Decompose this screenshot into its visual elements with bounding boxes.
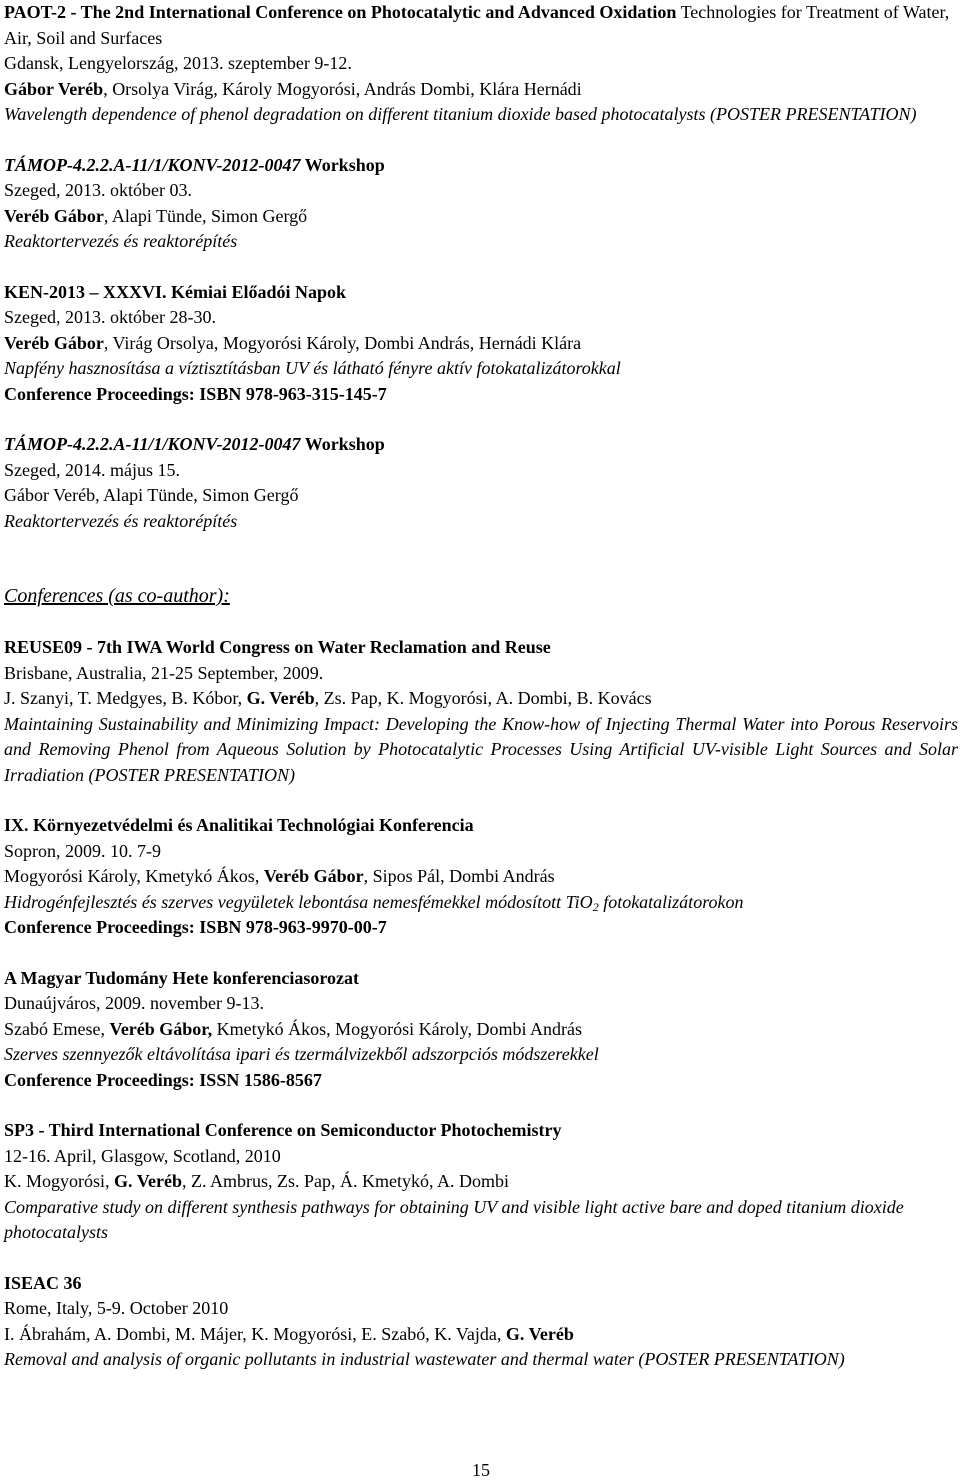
authors <box>4 864 958 890</box>
conference-title-rest: Technologies for Treatment of Water, Air, Soil and Surfaces <box>4 2 950 48</box>
author-highlight: Gábor Veréb <box>4 78 104 99</box>
authors <box>4 331 958 357</box>
authors-rest: , Virág Orsolya, Mogyorósi Károly, Dombi András, Hernádi Klára <box>103 332 582 353</box>
page-number: 15 <box>472 1460 490 1480</box>
document-page <box>4 0 958 1482</box>
entry-paot <box>4 0 958 128</box>
author-highlight: Veréb Gábor <box>263 866 364 886</box>
paper-title: Comparative study on different synthesis pathways for obtaining UV and visible light active bare and doped titanium dioxide photocatalysts <box>4 1196 904 1242</box>
paper-title-pre: Hidrogénfejlesztés és szerves vegyületek lebontása nemesfémekkel módosított TiO <box>4 891 593 912</box>
authors-pre: Szabó Emese, <box>4 1018 110 1039</box>
conference-title: ISEAC 36 <box>4 1272 82 1293</box>
authors: Gábor Veréb, Alapi Tünde, Simon Gergő <box>4 485 299 505</box>
conference-title-bold: PAOT-2 - The 2nd International Conference on Photocatalytic and Advanced Oxidation <box>4 2 677 22</box>
entry-magyar-tudomany-hete <box>4 966 958 1094</box>
author-highlight: Veréb Gábor <box>4 332 104 353</box>
authors-pre: K. Mogyorósi, <box>4 1171 115 1191</box>
paper-title: Napfény hasznosítása a víztisztításban UV és látható fényre aktív fotokatalizátorokkal <box>4 358 621 378</box>
proceedings-label: Conference Proceedings: <box>4 1069 200 1090</box>
proceedings <box>4 915 958 941</box>
authors <box>4 1017 958 1043</box>
conference-location: Rome, Italy, 5-9. October 2010 <box>4 1298 229 1318</box>
project-code: TÁMOP-4.2.2.A-11/1/KONV-2012-0047 <box>4 434 301 454</box>
authors-rest: , Alapi Tünde, Simon Gergő <box>103 205 308 226</box>
conference-location: 12-16. April, Glasgow, Scotland, 2010 <box>4 1145 281 1166</box>
conference-location: Szeged, 2014. május 15. <box>4 459 180 480</box>
event-type: Workshop <box>300 154 385 175</box>
authors-rest: , Zs. Pap, K. Mogyorósi, A. Dombi, B. Kovács <box>314 688 652 708</box>
paper-title: Reaktortervezés és reaktorépítés <box>4 231 238 251</box>
author-highlight: G. Veréb <box>114 1171 183 1191</box>
project-code: TÁMOP-4.2.2.A-11/1/KONV-2012-0047 <box>4 154 301 175</box>
conference-location: Brisbane, Australia, 21-25 September, 2009. <box>4 662 324 683</box>
author-highlight: Veréb Gábor <box>4 205 104 226</box>
paper-title: Reaktortervezés és reaktorépítés <box>4 510 238 531</box>
section-heading: Conferences (as co-author): <box>4 585 230 607</box>
conference-title: REUSE09 - 7th IWA World Congress on Water Reclamation and Reuse <box>4 637 551 657</box>
proceedings-value: ISSN 1586-8567 <box>199 1069 322 1090</box>
authors-rest: , Sipos Pál, Dombi András <box>363 866 555 886</box>
author-highlight: G. Veréb <box>505 1323 574 1344</box>
paper-title: Szerves szennyezők eltávolítása ipari és tzermálvizekből adszorpciós módszerekkel <box>4 1044 599 1064</box>
entry-reuse09 <box>4 635 958 788</box>
proceedings <box>4 382 958 408</box>
conference-location: Gdansk, Lengyelország, 2013. szeptember 9-12. <box>4 53 352 73</box>
authors-rest: Kmetykó Ákos, Mogyorósi Károly, Dombi András <box>212 1018 582 1039</box>
conference-location: Szeged, 2013. október 03. <box>4 180 192 200</box>
proceedings-label: Conference Proceedings: <box>4 383 200 404</box>
authors-rest: , Orsolya Virág, Károly Mogyorósi, András Dombi, Klára Hernádi <box>103 78 582 99</box>
event-type: Workshop <box>300 434 385 454</box>
authors-pre: J. Szanyi, T. Medgyes, B. Kóbor, <box>4 688 247 708</box>
conference-title: SP3 - Third International Conference on Semiconductor Photochemistry <box>4 1120 562 1140</box>
entry-sp3 <box>4 1118 958 1246</box>
conference-title <box>4 153 958 179</box>
proceedings <box>4 1068 958 1094</box>
authors <box>4 1169 958 1195</box>
paper-title-subscript: 2 <box>592 899 599 914</box>
paper-title-post: fotokatalizátorokon <box>598 891 744 912</box>
paper-title <box>4 890 958 916</box>
proceedings-value: ISBN 978-963-315-145-7 <box>199 383 387 404</box>
conference-title <box>4 0 958 51</box>
authors-pre: Mogyorósi Károly, Kmetykó Ákos, <box>4 866 264 886</box>
conference-title: IX. Környezetvédelmi és Analitikai Technológiai Konferencia <box>4 815 474 835</box>
entry-tamop-2 <box>4 432 958 534</box>
entry-ken-2013 <box>4 280 958 408</box>
proceedings-label: Conference Proceedings: <box>4 917 200 937</box>
authors <box>4 204 958 230</box>
authors <box>4 1322 958 1348</box>
paper-title: Maintaining Sustainability and Minimizing Impact: Developing the Know-how of Injecting Thermal Water into Porous Reservoirs and Removing Phenol from Aqueous Solution by Photocatalytic Processes Using Artificial UV-visible Light Sources and Solar Irradiation (POSTER PRESENTATION) <box>4 713 958 785</box>
paper-title: Removal and analysis of organic pollutants in industrial wastewater and thermal water (POSTER PRESENTATION) <box>4 1349 845 1369</box>
entry-tamop-1 <box>4 153 958 255</box>
entry-kornyezetvedelmi <box>4 813 958 941</box>
authors-pre: I. Ábrahám, A. Dombi, M. Májer, K. Mogyorósi, E. Szabó, K. Vajda, <box>4 1323 506 1344</box>
paper-title: Wavelength dependence of phenol degradation on different titanium dioxide based photocatalysts (POSTER PRESENTATION) <box>4 104 917 124</box>
entry-iseac-36 <box>4 1271 958 1373</box>
conference-title <box>4 432 958 458</box>
proceedings-value: ISBN 978-963-9970-00-7 <box>199 917 387 937</box>
author-highlight: Veréb Gábor, <box>109 1018 213 1039</box>
conference-title: A Magyar Tudomány Hete konferenciasorozat <box>4 967 359 988</box>
authors <box>4 77 958 103</box>
conference-title: KEN-2013 – XXXVI. Kémiai Előadói Napok <box>4 281 347 302</box>
conference-location: Szeged, 2013. október 28-30. <box>4 307 216 327</box>
authors <box>4 686 958 712</box>
conference-location: Dunaújváros, 2009. november 9-13. <box>4 993 264 1013</box>
author-highlight: G. Veréb <box>246 688 315 708</box>
authors-rest: , Z. Ambrus, Zs. Pap, Á. Kmetykó, A. Dombi <box>182 1171 510 1191</box>
conference-location: Sopron, 2009. 10. 7-9 <box>4 840 161 861</box>
